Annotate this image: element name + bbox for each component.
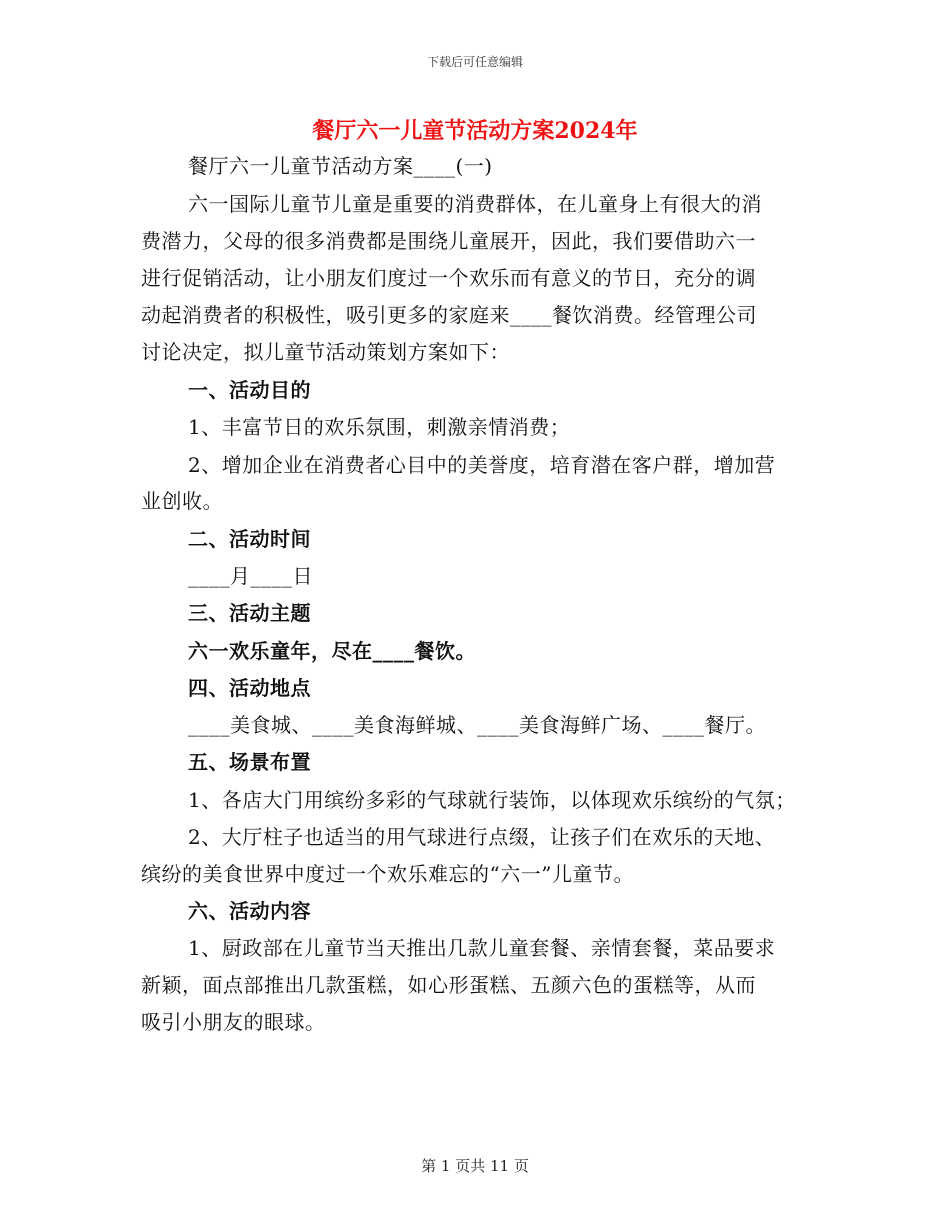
list-item: 1、各店大门用缤纷多彩的气球就行装饰，以体现欢乐缤纷的气氛； <box>188 788 796 812</box>
paragraph-line: 六一国际儿童节儿童是重要的消费群体，在儿童身上有很大的消 <box>188 192 762 216</box>
section-heading: 四、活动地点 <box>188 676 311 700</box>
location-line: ____美食城、____美食海鲜城、____美食海鲜广场、____餐厅。 <box>188 713 766 737</box>
list-item-continuation: 业创收。 <box>141 489 223 513</box>
page-header: 下载后可任意编辑 <box>426 55 523 69</box>
list-item: 2、大厅柱子也适当的用气球进行点缀，让孩子们在欢乐的天地、 <box>188 825 776 849</box>
paragraph-line: 讨论决定，拟儿童节活动策划方案如下： <box>141 340 510 364</box>
paragraph-line: 动起消费者的积极性，吸引更多的家庭来____餐饮消费。经管理公司 <box>141 303 757 327</box>
section-heading: 三、活动主题 <box>188 601 311 625</box>
section-heading: 二、活动时间 <box>188 527 311 551</box>
paragraph-line: 进行促销活动，让小朋友们度过一个欢乐而有意义的节日，充分的调 <box>141 266 756 290</box>
section-heading: 五、场景布置 <box>188 750 311 774</box>
subtitle-line: 餐厅六一儿童节活动方案____(一) <box>188 154 493 178</box>
list-item-continuation: 缤纷的美食世界中度过一个欢乐难忘的“六一”儿童节。 <box>141 862 634 886</box>
section-heading: 一、活动目的 <box>188 378 311 402</box>
theme-line: 六一欢乐童年，尽在____餐饮。 <box>188 639 476 663</box>
list-item: 1、厨政部在儿童节当天推出几款儿童套餐、亲情套餐，菜品要求 <box>188 936 776 960</box>
list-item: 2、增加企业在消费者心目中的美誉度，培育潜在客户群，增加营 <box>188 453 776 477</box>
date-line: ____月____日 <box>188 564 313 588</box>
list-item: 1、丰富节日的欢乐氛围，刺激亲情消费； <box>188 415 571 439</box>
list-item-continuation: 新颖，面点部推出几款蛋糕，如心形蛋糕、五颜六色的蛋糕等，从而 <box>141 973 756 997</box>
paragraph-line: 费潜力，父母的很多消费都是围绕儿童展开，因此，我们要借助六一 <box>141 229 756 253</box>
document-title: 餐厅六一儿童节活动方案2024年 <box>312 118 638 144</box>
list-item-continuation: 吸引小朋友的眼球。 <box>141 1010 326 1034</box>
section-heading: 六、活动内容 <box>188 899 311 923</box>
page-footer: 第 1 页共 11 页 <box>421 1157 529 1175</box>
